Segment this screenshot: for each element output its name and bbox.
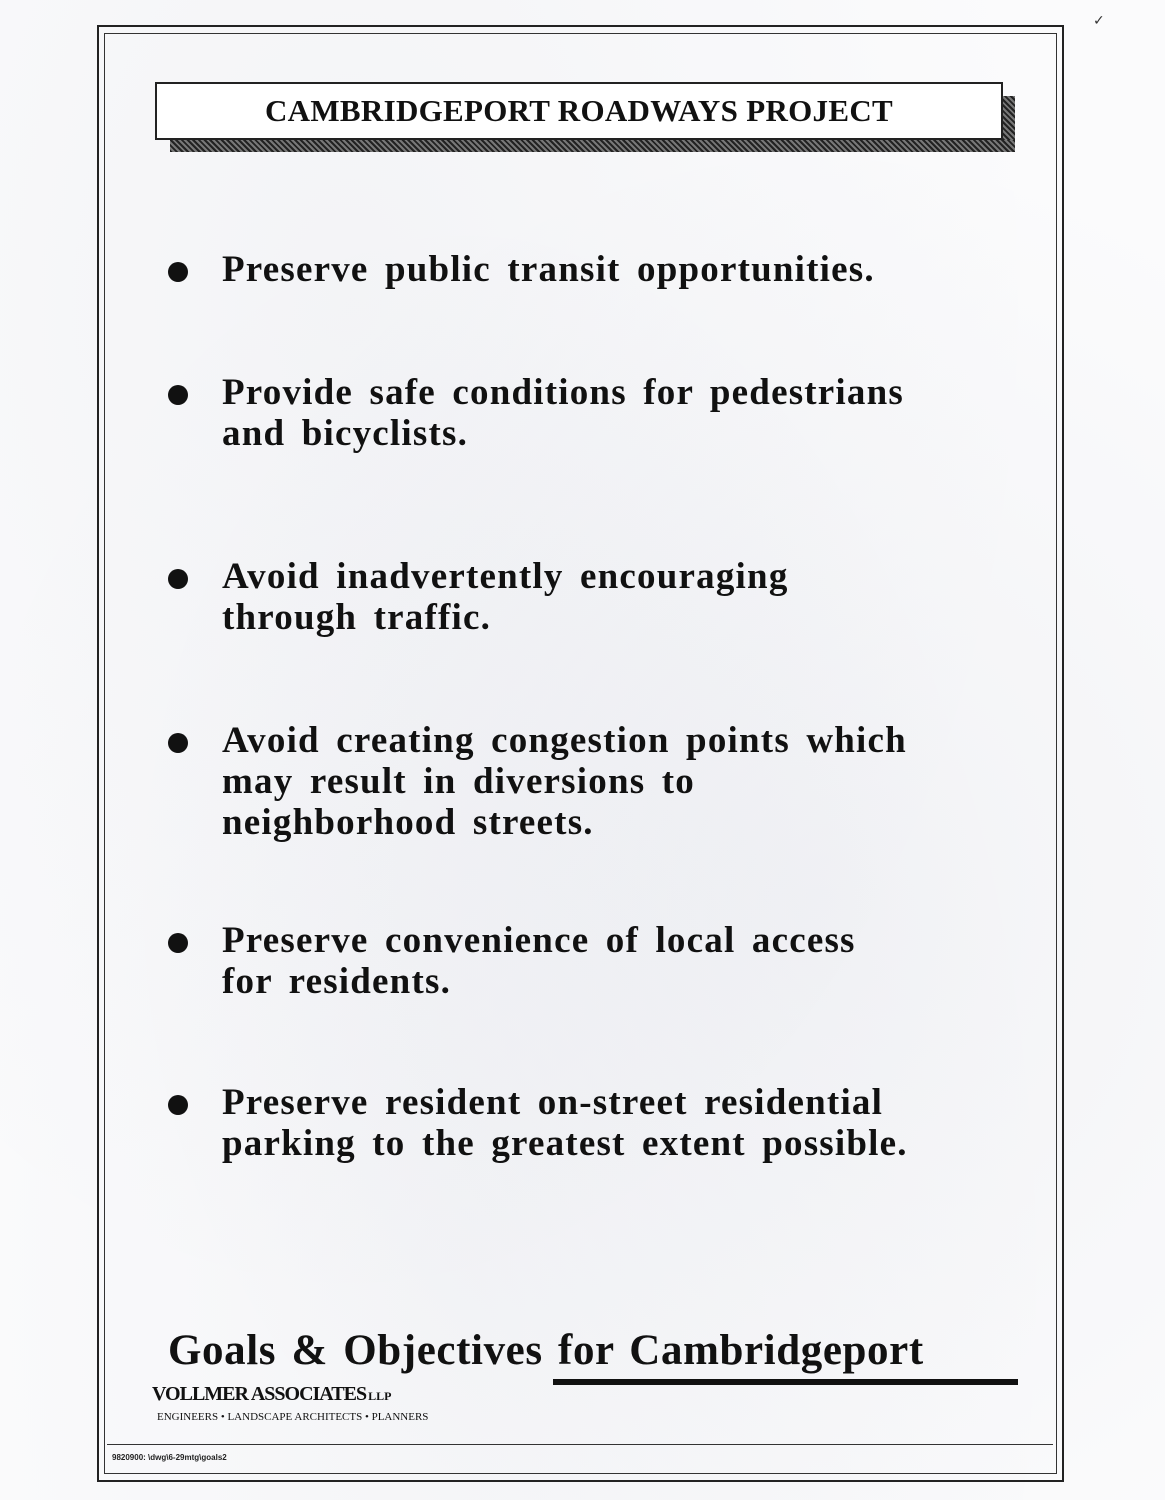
bullet-icon bbox=[168, 569, 188, 589]
goal-text: Provide safe conditions for pedestrians and bicyclists. bbox=[222, 372, 904, 454]
goal-text: Preserve resident on-street residential parking to the greatest extent possible. bbox=[222, 1082, 908, 1164]
goal-text: Preserve convenience of local access for residents. bbox=[222, 920, 856, 1002]
company-name: VOLLMER ASSOCIATES bbox=[152, 1383, 367, 1405]
company-suffix: LLP bbox=[368, 1389, 392, 1403]
goal-item-6 bbox=[168, 1082, 1048, 1164]
bullet-icon bbox=[168, 733, 188, 753]
company-tagline: ENGINEERS • LANDSCAPE ARCHITECTS • PLANNERS bbox=[157, 1411, 429, 1423]
scan-mark-check: ✓ bbox=[1093, 12, 1105, 28]
file-reference: 9820900: \dwg\6-29mtg\goals2 bbox=[112, 1453, 227, 1462]
goal-item-3 bbox=[168, 556, 1048, 638]
bullet-icon bbox=[168, 933, 188, 953]
bullet-icon bbox=[168, 385, 188, 405]
company-logo bbox=[152, 1383, 391, 1406]
goal-item-5 bbox=[168, 920, 1048, 1002]
goal-text: Avoid inadvertently encouraging through traffic. bbox=[222, 556, 789, 638]
bullet-icon bbox=[168, 262, 188, 282]
goal-text: Preserve public transit opportunities. bbox=[222, 249, 875, 290]
footer-rule bbox=[553, 1379, 1018, 1385]
goal-item-4 bbox=[168, 720, 1048, 843]
page-title: CAMBRIDGEPORT ROADWAYS PROJECT bbox=[265, 93, 893, 128]
footer-title: Goals & Objectives for Cambridgeport bbox=[168, 1327, 924, 1374]
goal-text: Avoid creating congestion points which may result in diversions to neighborhood streets. bbox=[222, 720, 907, 843]
title-box bbox=[155, 82, 1003, 140]
title-box-shadow bbox=[170, 140, 1015, 152]
bullet-icon bbox=[168, 1095, 188, 1115]
file-reference-strip bbox=[107, 1444, 1053, 1470]
goal-item-1 bbox=[168, 249, 1048, 290]
goal-item-2 bbox=[168, 372, 1048, 454]
